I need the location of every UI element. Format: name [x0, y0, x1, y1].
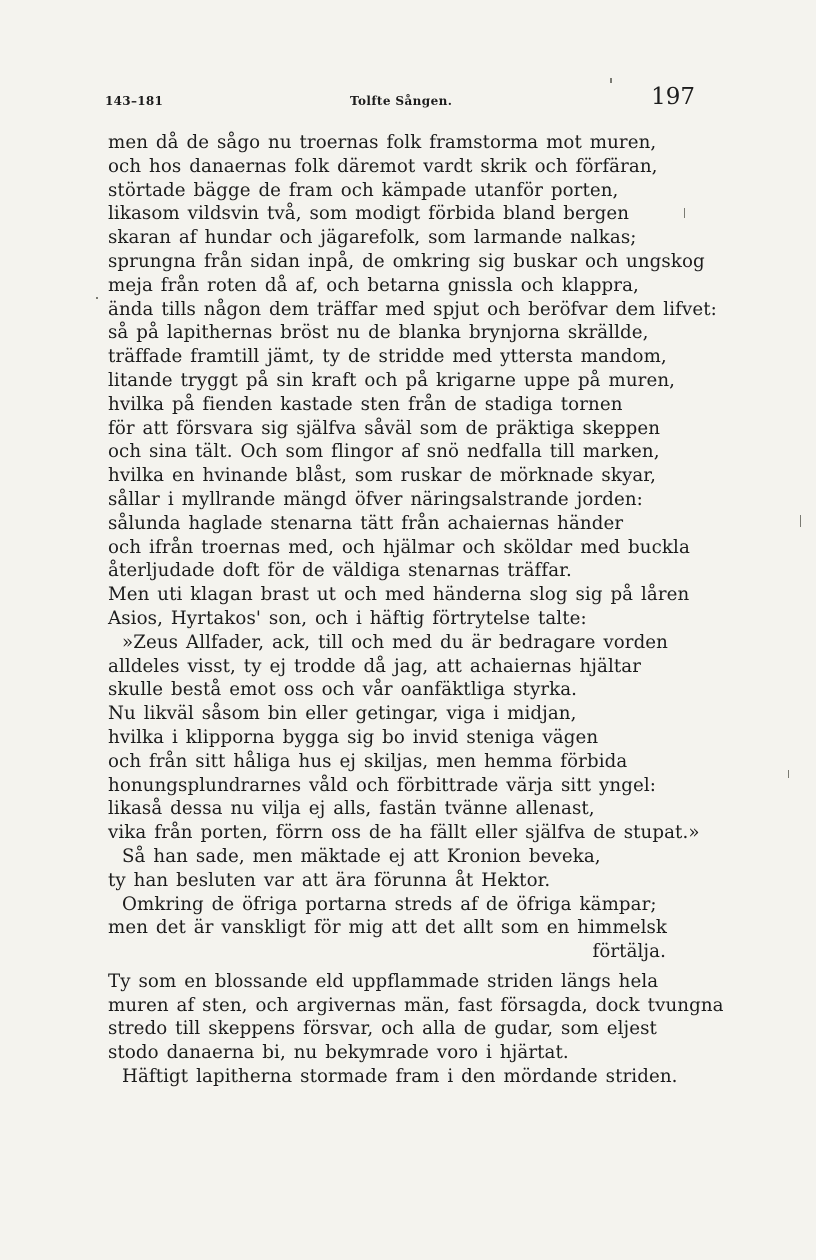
text-line: meja från roten då af, och betarna gnissla och klappra, — [108, 274, 639, 296]
poem-text — [108, 131, 724, 1089]
text-line: störtade bägge de fram och kämpade utanför porten, — [108, 179, 619, 201]
scan-speck — [610, 78, 612, 83]
text-line: träffade framtill jämt, ty de stridde med yttersta mandom, — [108, 346, 667, 368]
text-line: likaså dessa nu vilja ej alls, fastän tvänne allenast, — [108, 798, 595, 820]
text-line: honungsplundrarnes våld och förbittrade värja sitt yngel: — [108, 774, 656, 796]
text-line: hvilka på fienden kastade sten från de stadiga tornen — [108, 393, 623, 415]
text-line: återljudade doft för de väldiga stenarnas träffar. — [108, 560, 572, 582]
text-line: och hos danaernas folk däremot vardt skrik och förfäran, — [108, 155, 658, 177]
text-line: men då de sågo nu troernas folk framstorma mot muren, — [108, 132, 657, 153]
text-line: Så han sade, men mäktade ej att Kronion beveka, — [122, 845, 601, 867]
scan-speck — [788, 770, 789, 778]
text-line: hvilka en hvinande blåst, som ruskar de mörknade skyar, — [108, 465, 656, 487]
text-line: ty han besluten var att ära förunna åt Hektor. — [108, 869, 551, 891]
text-line: för att försvara sig själfva såväl som de präktiga skeppen — [108, 417, 661, 439]
scan-speck — [96, 297, 98, 299]
page-number: 197 — [651, 84, 695, 110]
text-line: Men uti klagan brast ut och med händerna slog sig på låren — [108, 584, 690, 606]
text-line: stodo danaerna bi, nu bekymrade voro i hjärtat. — [108, 1042, 569, 1064]
text-line: litande tryggt på sin kraft och på krigarne uppe på muren, — [108, 369, 676, 391]
running-title: Tolfte Sången. — [350, 94, 453, 108]
line-range: 143–181 — [105, 94, 164, 108]
text-line: men det är vanskligt för mig att det allt som en himmelsk — [108, 917, 668, 939]
text-line: hvilka i klipporna bygga sig bo invid steniga vägen — [108, 726, 599, 748]
text-line: och från sitt håliga hus ej skiljas, men hemma förbida — [108, 750, 628, 772]
text-line: vika från porten, förrn oss de ha fällt eller själfva de stupat.» — [108, 822, 700, 844]
text-line: Asios, Hyrtakos' son, och i häftig förtrytelse talte: — [108, 607, 587, 629]
text-line: och ifrån troernas med, och hjälmar och sköldar med buckla — [108, 536, 690, 558]
text-line: och sina tält. Och som flingor af snö nedfalla till marken, — [108, 441, 660, 463]
text-line: stredo till skeppens försvar, och alla de gudar, som eljest — [108, 1018, 657, 1040]
scan-speck — [684, 208, 685, 218]
text-line: Nu likväl såsom bin eller getingar, viga i midjan, — [108, 703, 577, 725]
text-line: skulle bestå emot oss och vår oanfäktliga styrka. — [108, 679, 578, 701]
text-line: likasom vildsvin två, som modigt förbida bland bergen — [108, 203, 630, 225]
text-line: muren af sten, och argivernas män, fast försagda, dock tvungna — [108, 994, 724, 1016]
text-line: sålunda haglade stenarna tätt från achaiernas händer — [108, 512, 624, 534]
text-line: så på lapithernas bröst nu de blanka brynjorna skrällde, — [108, 322, 649, 344]
text-line: skaran af hundar och jägarefolk, som larmande nalkas; — [108, 227, 637, 249]
scan-speck — [800, 515, 801, 527]
text-line: alldeles visst, ty ej trodde då jag, att achaiernas hjältar — [108, 655, 642, 677]
text-line: ända tills någon dem träffar med spjut och beröfvar dem lifvet: — [108, 298, 717, 320]
text-line: Häftigt lapitherna stormade fram i den mördande striden. — [122, 1066, 678, 1088]
text-line: »Zeus Allfader, ack, till och med du är bedragare vorden — [122, 631, 668, 653]
text-line: Ty som en blossande eld uppflammade striden längs hela — [108, 970, 659, 992]
text-line: sållar i myllrande mängd öfver näringsalstrande jorden: — [108, 488, 643, 510]
text-line: sprungna från sidan inpå, de omkring sig buskar och ungskog — [108, 250, 705, 272]
text-line: Omkring de öfriga portarna streds af de öfriga kämpar; — [122, 893, 657, 915]
text-line: förtälja. — [592, 941, 666, 963]
running-header — [105, 84, 695, 116]
